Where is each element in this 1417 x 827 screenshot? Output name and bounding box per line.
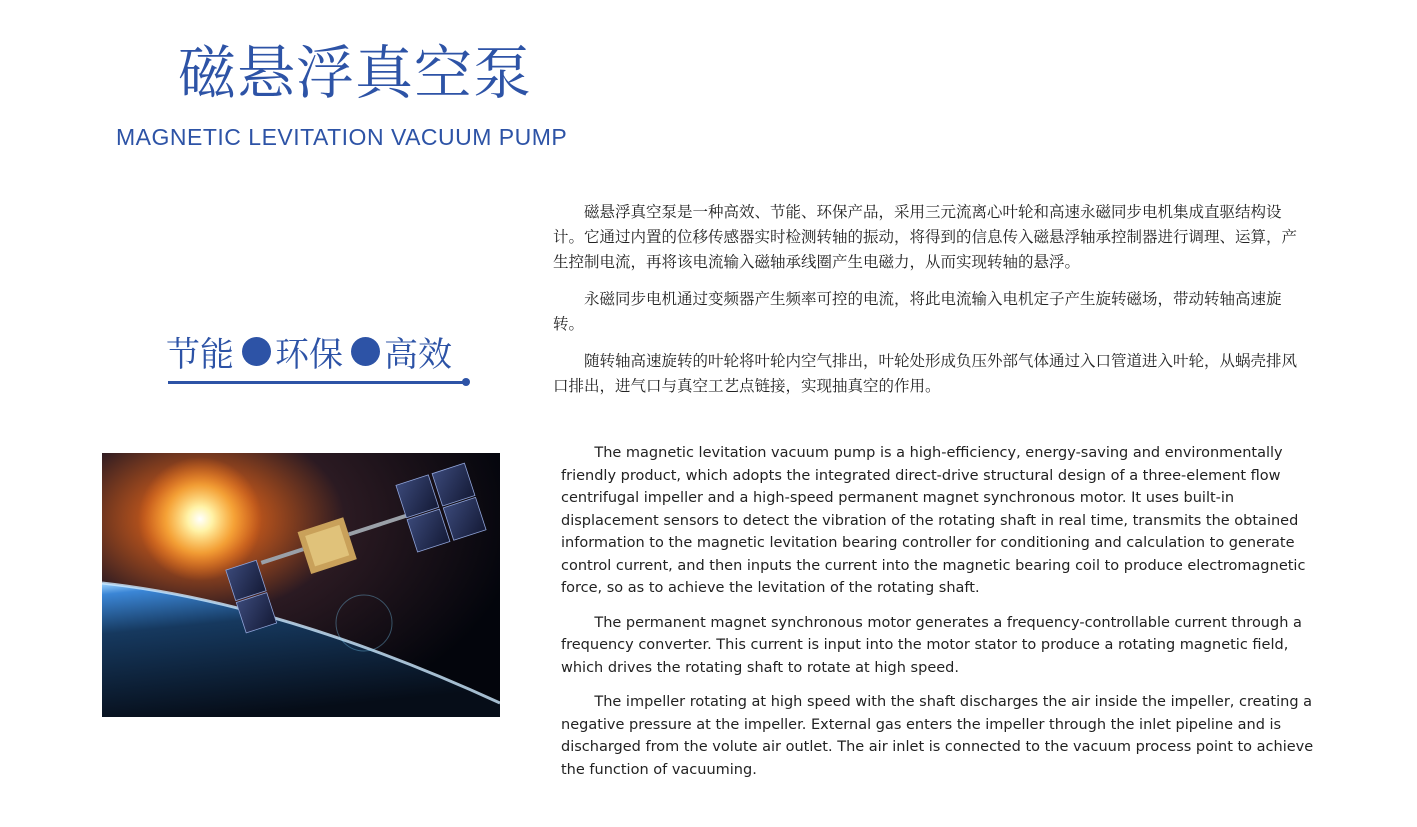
- paragraph-en-2: The permanent magnet synchronous motor generates a frequency-controllable current through a frequency converter. This current is input into the motor stator to produce a rotating magnetic field, which drives the rotating shaft to rotate at high speed.: [561, 614, 1302, 676]
- feature-eco-friendly: 环保: [275, 334, 343, 375]
- feature-underline: [168, 381, 466, 384]
- underline-end-dot-icon: [462, 378, 470, 386]
- satellite-photo: [102, 453, 500, 717]
- paragraph-cn-1: 磁悬浮真空泵是一种高效、节能、环保产品，采用三元流离心叶轮和高速永磁同步电机集成直驱结构设计。它通过内置的位移传感器实时检测转轴的振动，将得到的信息传入磁悬浮轴承控制器进行调理、运算，产生控制电流，再将该电流输入磁轴承线圈产生电磁力，从而实现转轴的悬浮。: [553, 203, 1298, 271]
- bullet-dot-icon: [351, 337, 380, 366]
- feature-high-efficiency: 高效: [384, 334, 452, 375]
- bullet-dot-icon: [242, 337, 271, 366]
- satellite-over-earth-icon: [102, 453, 500, 717]
- feature-tags: [166, 326, 452, 376]
- description-en: [561, 442, 1317, 793]
- page-title-cn: 磁悬浮真空泵: [178, 39, 533, 107]
- description-cn: [553, 200, 1305, 411]
- paragraph-en-1: The magnetic levitation vacuum pump is a high-efficiency, energy-saving and environmentally friendly product, which adopts the integrated direct-drive structural design of a three-element flow centrifugal impeller and a high-speed permanent magnet synchronous motor. It uses built-in displacement sensors to detect the vibration of the rotating shaft in real time, transmits the obtained information to the magnetic levitation bearing controller for conditioning and calculation to generate control current, and then inputs the current into the magnetic bearing coil to produce electromagnetic force, so as to achieve the levitation of the rotating shaft.: [561, 445, 1306, 596]
- paragraph-en-3: The impeller rotating at high speed with the shaft discharges the air inside the impeller, creating a negative pressure at the impeller. External gas enters the impeller through the inlet pipeline and is discharged from the volute air outlet. The air inlet is connected to the vacuum process point to achieve the function of vacuuming.: [561, 694, 1314, 778]
- paragraph-cn-3: 随转轴高速旋转的叶轮将叶轮内空气排出，叶轮处形成负压外部气体通过入口管道进入叶轮，从蜗壳排风口排出，进气口与真空工艺点链接，实现抽真空的作用。: [553, 352, 1298, 395]
- paragraph-cn-2: 永磁同步电机通过变频器产生频率可控的电流，将此电流输入电机定子产生旋转磁场，带动转轴高速旋转。: [553, 290, 1282, 333]
- page-title-en: MAGNETIC LEVITATION VACUUM PUMP: [116, 124, 568, 150]
- feature-energy-saving: 节能: [166, 334, 234, 375]
